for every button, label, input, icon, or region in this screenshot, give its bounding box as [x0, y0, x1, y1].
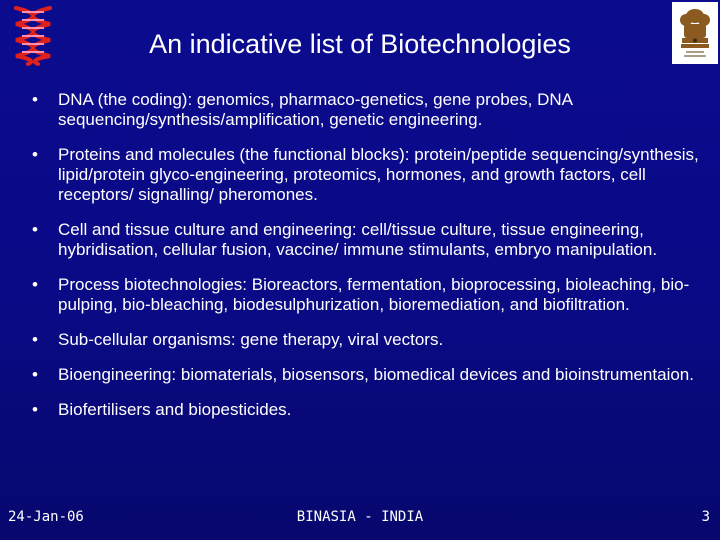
bullet-item	[28, 220, 700, 260]
bullet-item	[28, 400, 700, 420]
bullet-text: Sub-cellular organisms: gene therapy, viral vectors.	[58, 330, 444, 349]
national-emblem-icon	[672, 2, 718, 64]
bullet-marker: •	[32, 90, 38, 109]
bullet-item	[28, 145, 700, 205]
bullet-text: Proteins and molecules (the functional blocks): protein/peptide sequencing/synthesis, lipid/protein glyco-engineering, proteomics, hormones, and growth factors, cell receptors/ signalling/ pheromones.	[58, 145, 699, 204]
bullet-marker: •	[32, 330, 38, 349]
bullet-text: Bioengineering: biomaterials, biosensors, biomedical devices and bioinstrumentaion.	[58, 365, 694, 384]
bullet-text: Biofertilisers and biopesticides.	[58, 400, 292, 419]
bullet-marker: •	[32, 365, 38, 384]
bullet-text: Cell and tissue culture and engineering: cell/tissue culture, tissue engineering, hybridisation, cellular fusion, vaccine/ immune stimulants, embryo manipulation.	[58, 220, 658, 259]
bullet-text: Process biotechnologies: Bioreactors, fermentation, bioprocessing, bioleaching, bio-pulping, bio-bleaching, biodesulphurization, bioremediation, and biofiltration.	[58, 275, 690, 314]
bullet-marker: •	[32, 145, 38, 164]
page-number: 3	[701, 509, 710, 525]
bullet-item	[28, 275, 700, 315]
dna-helix-icon	[8, 2, 58, 66]
bullet-item	[28, 330, 700, 350]
bullet-item	[28, 365, 700, 385]
bullet-list	[28, 90, 700, 435]
bullet-text: DNA (the coding): genomics, pharmaco-genetics, gene probes, DNA sequencing/synthesis/amplification, genetic engineering.	[58, 90, 573, 129]
footer-organization: BINASIA - INDIA	[296, 509, 424, 525]
bullet-item	[28, 90, 700, 130]
bullet-marker: •	[32, 275, 38, 294]
bullet-marker: •	[32, 400, 38, 419]
slide-title: An indicative list of Biotechnologies	[149, 29, 571, 59]
bullet-marker: •	[32, 220, 38, 239]
footer-date: 24-Jan-06	[8, 509, 84, 525]
